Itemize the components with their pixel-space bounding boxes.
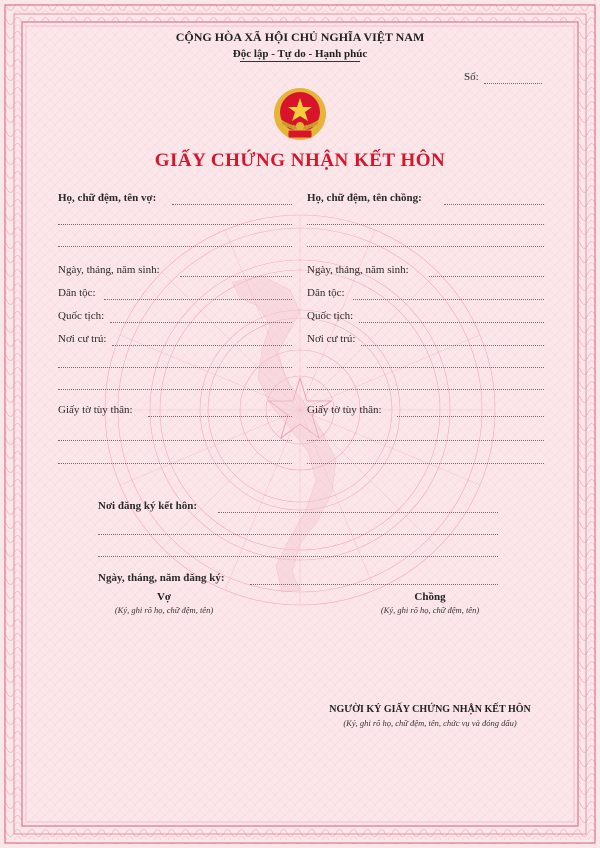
husband-id-doc-field[interactable]	[397, 416, 544, 417]
husband-residence-field[interactable]	[361, 345, 544, 346]
husband-residence-line[interactable]	[307, 389, 544, 390]
motto-underline	[240, 61, 360, 62]
wife-name-line[interactable]	[58, 224, 292, 225]
husband-id-doc-line[interactable]	[307, 463, 544, 464]
wife-residence-line[interactable]	[58, 367, 292, 368]
wife-dob-field[interactable]	[180, 276, 292, 277]
husband-name-line[interactable]	[307, 224, 544, 225]
number-label: Số:	[464, 71, 479, 83]
husband-signature-title: Chồng	[414, 591, 446, 603]
wife-name-label: Họ, chữ đệm, tên vợ:	[58, 192, 157, 204]
husband-name-label: Họ, chữ đệm, tên chồng:	[307, 192, 422, 204]
husband-dob-label: Ngày, tháng, năm sinh:	[307, 264, 409, 276]
wife-residence-line[interactable]	[58, 389, 292, 390]
wife-id-doc-field[interactable]	[148, 416, 292, 417]
wife-ethnicity-label: Dân tộc:	[58, 287, 96, 299]
wife-dob-label: Ngày, tháng, năm sinh:	[58, 264, 160, 276]
wife-name-line[interactable]	[58, 246, 292, 247]
husband-name-line[interactable]	[307, 246, 544, 247]
nation-heading: CỘNG HÒA XÃ HỘI CHỦ NGHĨA VIỆT NAM	[175, 30, 425, 44]
wife-ethnicity-field[interactable]	[104, 299, 292, 300]
wife-residence-label: Nơi cư trú:	[58, 333, 107, 345]
registration-place-label: Nơi đăng ký kết hôn:	[98, 500, 198, 512]
wife-id-doc-line[interactable]	[58, 440, 292, 441]
wife-nationality-field[interactable]	[110, 322, 292, 323]
husband-nationality-label: Quốc tịch:	[307, 310, 354, 322]
husband-nationality-field[interactable]	[359, 322, 544, 323]
wife-nationality-label: Quốc tịch:	[58, 310, 105, 322]
husband-name-field[interactable]	[444, 204, 544, 205]
wife-id-doc-label: Giấy tờ tùy thân:	[58, 404, 133, 416]
husband-signature-note: (Ký, ghi rõ họ, chữ đệm, tên)	[380, 605, 480, 615]
husband-dob-field[interactable]	[429, 276, 544, 277]
registration-date-label: Ngày, tháng, năm đăng ký:	[98, 572, 225, 584]
official-signature-note: (Ký, ghi rõ họ, chữ đệm, tên, chức vụ và đóng dấu)	[343, 718, 517, 728]
national-emblem-icon	[271, 86, 329, 146]
registration-place-line[interactable]	[98, 534, 498, 535]
wife-signature-title: Vợ	[156, 591, 172, 603]
husband-id-doc-line[interactable]	[307, 440, 544, 441]
wife-signature-note: (Ký, ghi rõ họ, chữ đệm, tên)	[114, 605, 214, 615]
husband-residence-label: Nơi cư trú:	[307, 333, 356, 345]
registration-date-field[interactable]	[250, 584, 498, 585]
motto: Độc lập - Tự do - Hạnh phúc	[232, 48, 368, 60]
husband-ethnicity-label: Dân tộc:	[307, 287, 345, 299]
husband-residence-line[interactable]	[307, 367, 544, 368]
wife-id-doc-line[interactable]	[58, 463, 292, 464]
registration-place-line[interactable]	[98, 556, 498, 557]
wife-name-field[interactable]	[172, 204, 292, 205]
husband-ethnicity-field[interactable]	[353, 299, 544, 300]
document-title: GIẤY CHỨNG NHẬN KẾT HÔN	[154, 150, 446, 171]
registration-place-field[interactable]	[218, 512, 498, 513]
number-field[interactable]	[484, 83, 542, 84]
official-signature-title: NGƯỜI KÝ GIẤY CHỨNG NHẬN KẾT HÔN	[329, 704, 531, 715]
husband-id-doc-label: Giấy tờ tùy thân:	[307, 404, 382, 416]
wife-residence-field[interactable]	[112, 345, 292, 346]
